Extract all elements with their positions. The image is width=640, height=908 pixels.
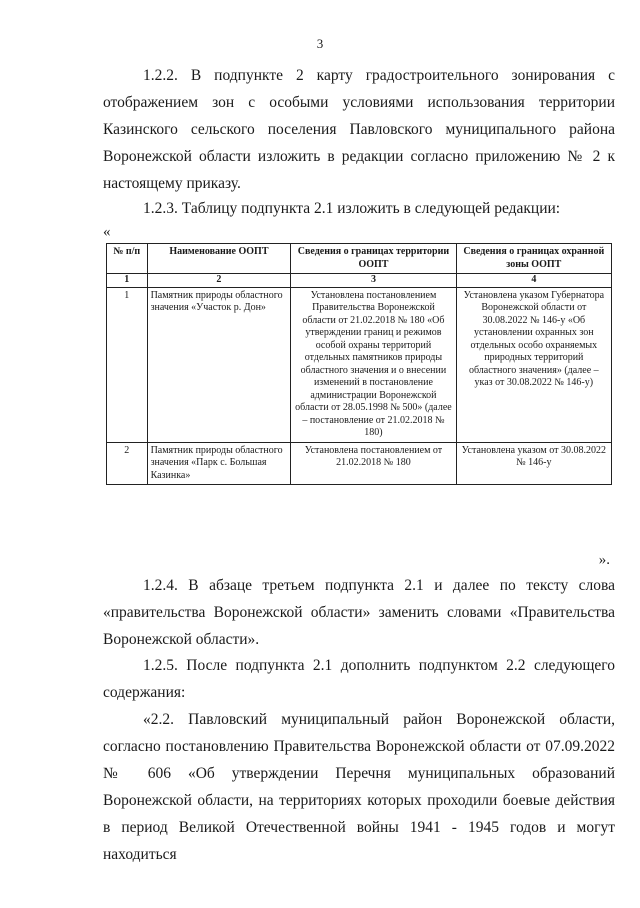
header-num: № п/п: [107, 244, 148, 274]
row-num: 1: [107, 287, 148, 442]
col-number: 4: [456, 274, 611, 288]
row-num: 2: [107, 442, 148, 485]
col-number: 3: [291, 274, 456, 288]
paragraph-1-2-4: 1.2.4. В абзаце третьем подпункта 2.1 и далее по тексту слова «правительства Воронежской области» заменить словами «Правительства Воронежской области».: [103, 577, 615, 648]
column-number-row: [107, 274, 612, 288]
page-number: 3: [316, 36, 324, 51]
row-name: Памятник природы областного значения «Парк с. Большая Казинка»: [147, 442, 291, 485]
header-name: Наименование ООПТ: [147, 244, 291, 274]
row-zone: Установлена указом от 30.08.2022 № 146-у: [456, 442, 611, 485]
paragraph-2-2: «2.2. Павловский муниципальный район Воронежской области, согласно постановлению Правительства Воронежской области от 07.09.2022 № 606 «Об утверждении Перечня муниципальных образований Воронежской области, на территориях которых проходили боевые действия в период Великой Отечественной войны 1941 - 1945 годов и могут находиться: [103, 711, 615, 863]
header-zone: Сведения о границах охранной зоны ООПТ: [456, 244, 611, 274]
opening-quote: «: [103, 224, 111, 240]
oopt-table: [106, 243, 612, 485]
paragraph-1-2-2: 1.2.2. В подпункте 2 карту градостроительного зонирования с отображением зон с особыми условиями использования территории Казинского сельского поселения Павловского муниципального района Воронежской области изложить в редакции согласно приложению № 2 к настоящему приказу.: [103, 67, 615, 192]
row-territory: Установлена постановлением Правительства Воронежской области от 21.02.2018 № 180 «Об утверждении границ и режимов особой охраны территорий отдельных памятников природы областного значения и о внесении изменений в постановление администрации Воронежской области от 28.05.1998 № 500» (далее – постановление от 21.02.2018 № 180): [291, 287, 456, 442]
row-territory: Установлена постановлением от 21.02.2018 № 180: [291, 442, 456, 485]
row-zone: Установлена указом Губернатора Воронежской области от 30.08.2022 № 146-у «Об установлении охранных зон отдельных особо охраняемых природных территорий областного значения» (далее – указ от 30.08.2022 № 146-у): [456, 287, 611, 442]
paragraph-1-2-3: 1.2.3. Таблицу подпункта 2.1 изложить в следующей редакции:: [143, 200, 561, 217]
closing-quote: ».: [598, 552, 610, 568]
table-row: [107, 442, 612, 485]
col-number: 2: [147, 274, 291, 288]
row-name: Памятник природы областного значения «Участок р. Дон»: [147, 287, 291, 442]
header-territory: Сведения о границах территории ООПТ: [291, 244, 456, 274]
table-header-row: [107, 244, 612, 274]
col-number: 1: [107, 274, 148, 288]
table-row: [107, 287, 612, 442]
paragraph-1-2-5: 1.2.5. После подпункта 2.1 дополнить подпунктом 2.2 следующего содержания:: [103, 657, 615, 701]
